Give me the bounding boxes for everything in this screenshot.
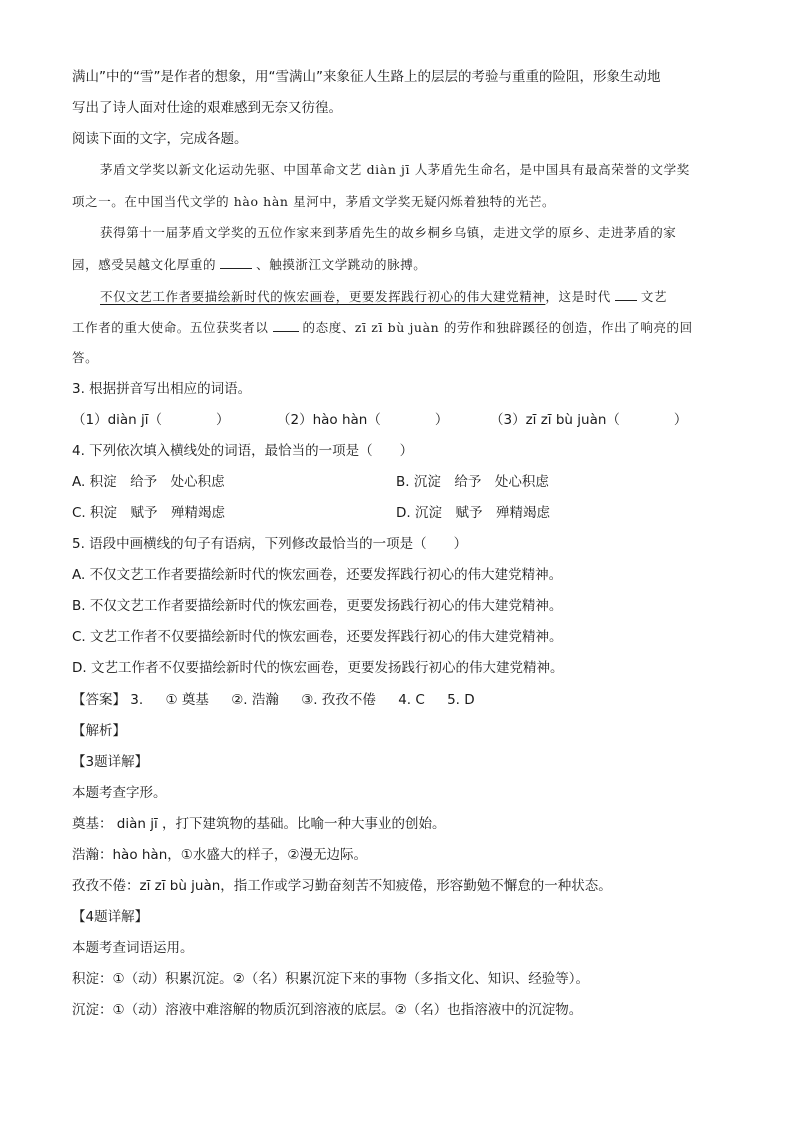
q4-detail-topic: 本题考查词语运用。: [72, 940, 194, 956]
q4-option-d: D. 沉淀 赋予 殚精竭虑: [396, 505, 550, 521]
q3-stem: 3. 根据拼音写出相应的词语。: [72, 381, 252, 397]
q3-items: [72, 411, 688, 429]
passage-p3-end: 文艺: [640, 289, 668, 304]
answer-value-2: 浩瀚: [251, 692, 279, 708]
underlined-sentence: 不仅文艺工作者要描绘新时代的恢宏画卷，更要发挥践行初心的伟大建党精神: [100, 289, 546, 304]
word-explain-haohan: 浩瀚：hào hàn，①水盛大的样子，②漫无边际。: [72, 847, 367, 863]
q3-item-1: （1）diàn jī（ ）: [72, 412, 230, 428]
q5-option-a: A. 不仅文艺工作者要描绘新时代的恢宏画卷，还要发挥践行初心的伟大建党精神。: [72, 567, 563, 583]
word-explain-jidian: 积淀：①（动）积累沉淀。②（名）积累沉淀下来的事物（多指文化、知识、经验等）。: [72, 971, 589, 987]
answer-label: 【答案】: [72, 692, 126, 708]
q4-option-b: B. 沉淀 给予 处心积虑: [396, 474, 549, 490]
answer-marker-3: ③.: [301, 692, 318, 708]
q4-detail-heading: 【4题详解】: [72, 909, 149, 925]
answer-q4: 4. C: [398, 692, 425, 708]
passage-p3-line-1: [100, 287, 667, 306]
q4-stem: 4. 下列依次填入横线处的词语，最恰当的一项是（ ）: [72, 443, 414, 459]
q4-options-row-2: [72, 504, 724, 522]
q3-item-3: （3）zī zī bù juàn（ ）: [490, 412, 688, 428]
word-explain-chendian: 沉淀：①（动）溶液中难溶解的物质沉到溶液的底层。②（名）也指溶液中的沉淀物。: [72, 1002, 583, 1018]
passage-p2-line-1: 获得第十一届茅盾文学奖的五位作家来到茅盾先生的故乡桐乡乌镇，走进文学的原乡、走进茅盾的家: [100, 225, 677, 240]
answer-marker-1: ①: [165, 692, 178, 708]
passage-p2-line-2-pre: 园，感受吴越文化厚重的: [72, 257, 217, 272]
passage-p3-line-2: [72, 318, 693, 337]
word-explain-dianji: 奠基： diàn jī ，打下建筑物的基础。比喻一种大事业的创始。: [72, 816, 446, 832]
fill-blank-1: [220, 255, 252, 269]
intro-line-2: 写出了诗人面对仕途的艰难感到无奈又彷徨。: [72, 100, 342, 116]
q3-detail-heading: 【3题详解】: [72, 754, 149, 770]
answer-value-3: 孜孜不倦: [321, 692, 376, 708]
passage-p3-line-2-pre: 工作者的重大使命。五位获奖者以: [72, 320, 269, 335]
answer-line: [72, 691, 475, 709]
intro-line-1: 满山”中的“雪”是作者的想象，用“雪满山”来象征人生路上的层层的考验与重重的险阻，形象生动地: [72, 69, 661, 85]
answer-marker-2: ②.: [231, 692, 248, 708]
q4-option-c: C. 积淀 赋予 殚精竭虑: [72, 505, 226, 521]
q4-options-row-1: [72, 473, 724, 491]
fill-blank-3: [273, 318, 299, 332]
passage-p1-line-2: 项之一。在中国当代文学的 hào hàn 星河中，茅盾文学奖无疑闪烁着独特的光芒。: [72, 194, 556, 209]
q4-option-a: A. 积淀 给予 处心积虑: [72, 474, 225, 490]
reading-instruction: 阅读下面的文字，完成各题。: [72, 131, 248, 147]
passage-p1-line-1: 茅盾文学奖以新文化运动先驱、中国革命文艺 diàn jī 人茅盾先生命名，是中国具有最高荣誉的文学奖: [100, 162, 690, 177]
q3-detail-topic: 本题考查字形。: [72, 785, 167, 801]
passage-p3-line-3: 答。: [72, 350, 99, 365]
answer-q3-number: 3.: [130, 692, 144, 708]
passage-p3-line-2-post: 的态度、zī zī bù juàn 的劳作和独辟蹊径的创造，作出了响亮的回: [302, 320, 693, 335]
q5-option-b: B. 不仅文艺工作者要描绘新时代的恢宏画卷，更要发扬践行初心的伟大建党精神。: [72, 598, 563, 614]
q3-item-2: （2）hào hàn（ ）: [277, 412, 449, 428]
fill-blank-2: [615, 287, 637, 301]
passage-p3-mid: ，这是时代: [545, 289, 611, 304]
q5-stem: 5. 语段中画横线的句子有语病，下列修改最恰当的一项是（ ）: [72, 536, 468, 552]
passage-p2-line-2-post: 、触摸浙江文学跳动的脉搏。: [256, 257, 427, 272]
answer-value-1: 奠基: [181, 692, 209, 708]
passage-p2-line-2: [72, 255, 426, 274]
q5-option-d: D. 文艺工作者不仅要描绘新时代的恢宏画卷，更要发扬践行初心的伟大建党精神。: [72, 660, 564, 676]
answer-q5: 5. D: [447, 692, 475, 708]
analysis-label: 【解析】: [72, 723, 126, 739]
word-explain-zizibujuan: 孜孜不倦：zī zī bù juàn，指工作或学习勤奋刻苦不知疲倦，形容勤勉不懈怠的一种状态。: [72, 878, 612, 894]
q5-option-c: C. 文艺工作者不仅要描绘新时代的恢宏画卷，还要发挥践行初心的伟大建党精神。: [72, 629, 563, 645]
